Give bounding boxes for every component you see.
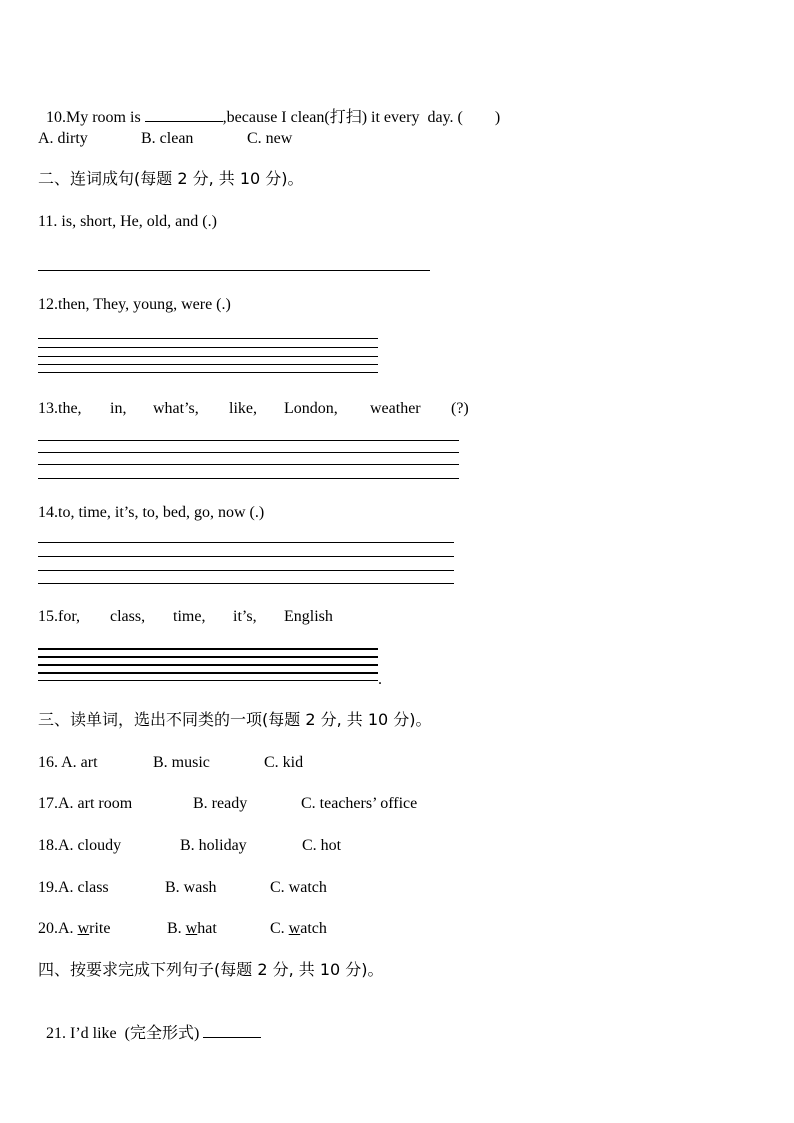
section-2-heading: 二、连词成句(每题 2 分, 共 10 分)。 (38, 169, 304, 188)
section-3-heading: 三、读单词，选出不同类的一项(每题 2 分, 共 10 分)。 (38, 710, 432, 729)
question-15 (38, 607, 378, 627)
q17-option-c[interactable]: C. teachers’ office (301, 795, 418, 812)
q20-c-underlined: w (288, 920, 301, 937)
q15-answer-line[interactable] (38, 664, 378, 666)
q10-middle: ,because I clean(打扫) it every day. ( (222, 109, 463, 126)
q14-answer-line[interactable] (38, 556, 454, 557)
q20-option-a[interactable] (38, 919, 110, 939)
q16-option-b[interactable]: B. music (153, 754, 210, 771)
q18-option-c[interactable]: C. hot (302, 837, 342, 854)
question-14: 14.to, time, it’s, to, bed, go, now (.) (38, 504, 265, 521)
q12-answer-line[interactable] (38, 338, 378, 339)
q19-option-c[interactable]: C. watch (270, 879, 327, 896)
q13-word: (?) (451, 400, 469, 417)
q14-answer-line[interactable] (38, 542, 454, 543)
q18-option-b[interactable]: B. holiday (180, 837, 247, 854)
q15-answer-line[interactable] (38, 648, 378, 650)
question-10-stem (38, 87, 500, 128)
q15-word: time, (173, 608, 206, 625)
question-19 (38, 878, 438, 898)
q11-answer-line[interactable] (38, 270, 430, 271)
q19-option-a[interactable]: 19.A. class (38, 879, 109, 896)
q14-answer-line[interactable] (38, 570, 454, 571)
q13-word: what’s, (153, 400, 199, 417)
q15-word: English (284, 608, 333, 625)
q16-option-a[interactable]: 16. A. art (38, 754, 98, 771)
q13-answer-line[interactable] (38, 478, 459, 479)
q20-b-rest: hat (197, 920, 217, 937)
question-16 (38, 753, 438, 773)
q12-answer-line[interactable] (38, 372, 378, 373)
question-10-options (38, 129, 438, 149)
question-20 (38, 919, 438, 939)
q13-word: London, (284, 400, 338, 417)
q20-a-rest: rite (89, 920, 111, 937)
question-11: 11. is, short, He, old, and (.) (38, 213, 217, 230)
q20-c-prefix: C. (270, 920, 289, 937)
q13-word: like, (229, 400, 257, 417)
q13-answer-line[interactable] (38, 464, 459, 465)
q15-word: 15.for, (38, 608, 81, 625)
q20-a-underlined: w (77, 920, 90, 937)
q13-word: in, (110, 400, 127, 417)
q20-b-underlined: w (185, 920, 198, 937)
q18-option-a[interactable]: 18.A. cloudy (38, 837, 122, 854)
question-13 (38, 399, 498, 419)
q20-c-rest: atch (300, 920, 327, 937)
q12-answer-line[interactable] (38, 347, 378, 348)
q20-option-b[interactable] (167, 919, 217, 939)
q10-option-a[interactable]: A. dirty (38, 130, 88, 147)
q10-option-c[interactable]: C. new (247, 130, 293, 147)
question-17 (38, 794, 498, 814)
q16-option-c[interactable]: C. kid (264, 754, 304, 771)
question-12: 12.then, They, young, were (.) (38, 296, 231, 313)
q15-answer-line[interactable] (38, 656, 378, 658)
q15-answer-line[interactable] (38, 672, 378, 674)
q21-answer-blank[interactable] (203, 1023, 261, 1038)
q19-option-b[interactable]: B. wash (165, 879, 217, 896)
q13-answer-line[interactable] (38, 440, 459, 441)
q12-answer-line[interactable] (38, 364, 378, 365)
q13-word: 13.the, (38, 400, 82, 417)
question-18 (38, 836, 438, 856)
section-4-heading: 四、按要求完成下列句子(每题 2 分, 共 10 分)。 (38, 960, 384, 979)
q14-answer-line[interactable] (38, 583, 454, 584)
q21-text: 21. I’d like (完全形式) (46, 1025, 204, 1042)
q15-word: it’s, (233, 608, 257, 625)
q13-answer-line[interactable] (38, 452, 459, 453)
question-21 (38, 1003, 261, 1044)
q17-option-b[interactable]: B. ready (193, 795, 248, 812)
q10-answer-blank[interactable] (145, 107, 223, 122)
q20-a-prefix: 20.A. (38, 920, 78, 937)
q17-option-a[interactable]: 17.A. art room (38, 795, 133, 812)
q12-answer-line[interactable] (38, 356, 378, 357)
q20-option-c[interactable] (270, 919, 327, 939)
q13-word: weather (370, 400, 421, 417)
q10-prefix: 10.My room is (46, 109, 145, 126)
q15-answer-line[interactable] (38, 680, 378, 681)
q20-b-prefix: B. (167, 920, 186, 937)
q15-word: class, (110, 608, 146, 625)
q10-option-b[interactable]: B. clean (141, 130, 194, 147)
q15-end-mark: . (378, 671, 382, 688)
q10-suffix: ) (494, 109, 501, 126)
